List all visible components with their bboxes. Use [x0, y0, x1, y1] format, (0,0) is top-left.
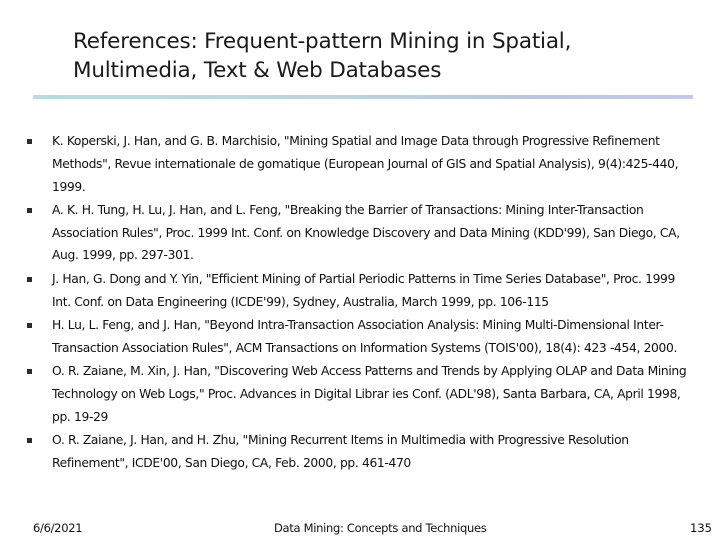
page-number: 135 — [690, 521, 712, 535]
reference-text: H. Lu, L. Feng, and J. Han, "Beyond Intra-Transaction Association Analysis: Mining Multi-Dimensional Inter-Transaction Association Rules", ACM Transactions on Information Systems (TOIS'00), 18(4): 423 -454, 2000. — [52, 317, 678, 355]
reference-item — [25, 360, 695, 428]
square-bullet-icon — [27, 323, 32, 328]
reference-text: J. Han, G. Dong and Y. Yin, "Efficient Mining of Partial Periodic Patterns in Time Series Database", Proc. 1999 Int. Conf. on Data Engineering (ICDE'99), Sydney, Australia, March 1999, pp. 106-115 — [52, 271, 676, 309]
reference-text: K. Koperski, J. Han, and G. B. Marchisio, "Mining Spatial and Image Data through Progressive Refinement Methods", Revue internationale de gomatique (European Journal of GIS and Spatial Analysis), 9(4):425-440, 1999. — [52, 134, 679, 194]
slide-title-line-1: References: Frequent-pattern Mining in Spatial, — [73, 29, 572, 54]
slide-title — [73, 27, 693, 85]
title-divider — [33, 95, 693, 99]
square-bullet-icon — [27, 438, 32, 443]
reference-item — [25, 130, 695, 198]
reference-list — [25, 130, 695, 474]
footer-date: 6/6/2021 — [33, 521, 83, 535]
reference-text: A. K. H. Tung, H. Lu, J. Han, and L. Feng, "Breaking the Barrier of Transactions: Mining Inter-Transaction Association Rules", Proc. 1999 Int. Conf. on Knowledge Discovery and Data Mining (KDD'99), San Diego, CA, Aug. 1999, pp. 297-301. — [52, 202, 680, 263]
reference-text: O. R. Zaiane, J. Han, and H. Zhu, "Mining Recurrent Items in Multimedia with Progressive Resolution Refinement", ICDE'00, San Diego, CA, Feb. 2000, pp. 461-470 — [52, 432, 629, 470]
reference-text: O. R. Zaiane, M. Xin, J. Han, "Discovering Web Access Patterns and Trends by Applying OLAP and Data Mining Technology on Web Logs," Proc. Advances in Digital Librar ies Conf. (ADL'98), Santa Barbara, CA, April 1998, pp. 19-29 — [52, 363, 687, 424]
square-bullet-icon — [27, 369, 32, 374]
reference-item — [25, 268, 695, 314]
reference-item — [25, 314, 695, 360]
square-bullet-icon — [27, 208, 32, 213]
square-bullet-icon — [27, 139, 32, 144]
slide-title-line-2: Multimedia, Text & Web Databases — [73, 58, 442, 83]
reference-item — [25, 199, 695, 267]
footer-title: Data Mining: Concepts and Techniques — [274, 521, 487, 535]
reference-item — [25, 429, 695, 475]
square-bullet-icon — [27, 277, 32, 282]
